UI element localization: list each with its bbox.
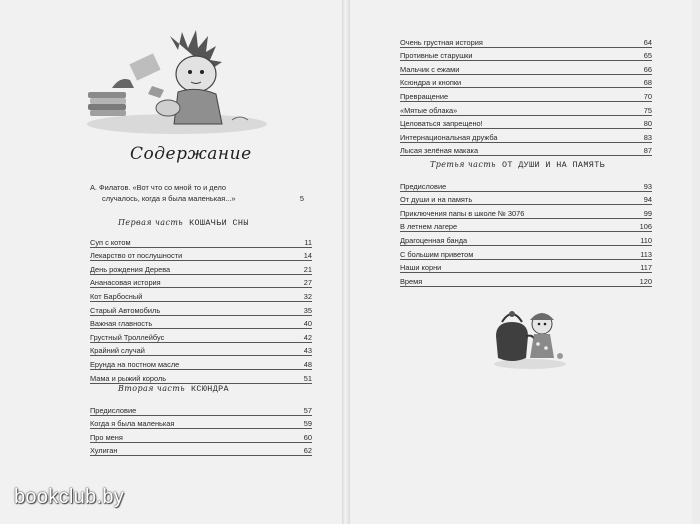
- toc-item[interactable]: Мама и рыжий король 51: [90, 370, 312, 384]
- toc-item[interactable]: Лысая зелёная макака 87: [400, 143, 652, 157]
- part2-lead: Вторая часть: [118, 384, 185, 393]
- toc-item[interactable]: Приключения папы в школе № 3076 99: [400, 205, 652, 219]
- part3-list: [400, 178, 652, 287]
- toc-item[interactable]: Когда я была маленькая 59: [90, 416, 312, 430]
- part1-name: КОШАЧЬИ СНЫ: [189, 218, 249, 228]
- toc-item[interactable]: Превращение 70: [400, 88, 652, 102]
- toc-item[interactable]: Грустный Троллейбус 42: [90, 329, 312, 343]
- toc-item[interactable]: Целоваться запрещено! 80: [400, 116, 652, 130]
- toc-item[interactable]: Наши корни 117: [400, 260, 652, 274]
- toc-item[interactable]: Очень грустная история 64: [400, 34, 652, 48]
- part2-cont-list: [400, 34, 652, 156]
- toc-item[interactable]: Ананасовая история 27: [90, 275, 312, 289]
- part3-heading: [430, 160, 605, 170]
- toc-item[interactable]: «Мятые облака» 75: [400, 102, 652, 116]
- intro-page: 5: [299, 194, 304, 203]
- toc-item[interactable]: Интернациональная дружба 83: [400, 129, 652, 143]
- toc-item[interactable]: Ксюндра и кнопки 68: [400, 75, 652, 89]
- intro-line-1: А. Филатов. «Вот что со мной то и дело: [90, 183, 226, 192]
- toc-item[interactable]: Драгоценная банда 110: [400, 232, 652, 246]
- toc-item[interactable]: Мальчик с ежами 66: [400, 61, 652, 75]
- toc-item[interactable]: Время 120: [400, 273, 652, 287]
- part3-lead: Третья часть: [430, 160, 496, 169]
- intro-line-2: случалось, когда я была маленькая...»: [102, 194, 236, 203]
- part1-heading: [118, 218, 249, 228]
- toc-item[interactable]: Суп с котом 11: [90, 234, 312, 248]
- toc-item[interactable]: Про меня 60: [90, 429, 312, 443]
- watermark: bookclub.by: [14, 486, 125, 508]
- toc-item[interactable]: От души и на память 94: [400, 192, 652, 206]
- contents-title: Содержание: [130, 144, 252, 164]
- toc-item[interactable]: Крайний случай 43: [90, 343, 312, 357]
- toc-item[interactable]: Противные старушки 65: [400, 48, 652, 62]
- left-page: [0, 0, 342, 524]
- toc-item[interactable]: Старый Автомобиль 35: [90, 302, 312, 316]
- toc-item[interactable]: Предисловие 93: [400, 178, 652, 192]
- boy-reading-illustration: [82, 28, 272, 138]
- toc-item[interactable]: Лекарство от послушности 14: [90, 248, 312, 262]
- girl-with-teapot-illustration: [490, 300, 570, 370]
- toc-item[interactable]: В летнем лагере 106: [400, 219, 652, 233]
- toc-item[interactable]: Предисловие 57: [90, 402, 312, 416]
- part1-list: [90, 234, 312, 384]
- part3-name: ОТ ДУШИ И НА ПАМЯТЬ: [501, 160, 606, 170]
- part1-lead: Первая часть: [118, 218, 184, 227]
- part2-name: КСЮНДРА: [190, 384, 229, 394]
- toc-item[interactable]: День рождения Дерева 21: [90, 261, 312, 275]
- toc-item[interactable]: Кот Барбосный 32: [90, 288, 312, 302]
- intro-entry[interactable]: [90, 182, 304, 204]
- toc-item[interactable]: Важная главность 40: [90, 316, 312, 330]
- toc-item[interactable]: Ерунда на постном масле 48: [90, 356, 312, 370]
- part2-heading: [118, 384, 229, 394]
- toc-item[interactable]: Хулиган 62: [90, 443, 312, 457]
- book-gutter: [342, 0, 350, 524]
- right-page: [350, 0, 692, 524]
- toc-item[interactable]: С большим приветом 113: [400, 246, 652, 260]
- part2-list: [90, 402, 312, 456]
